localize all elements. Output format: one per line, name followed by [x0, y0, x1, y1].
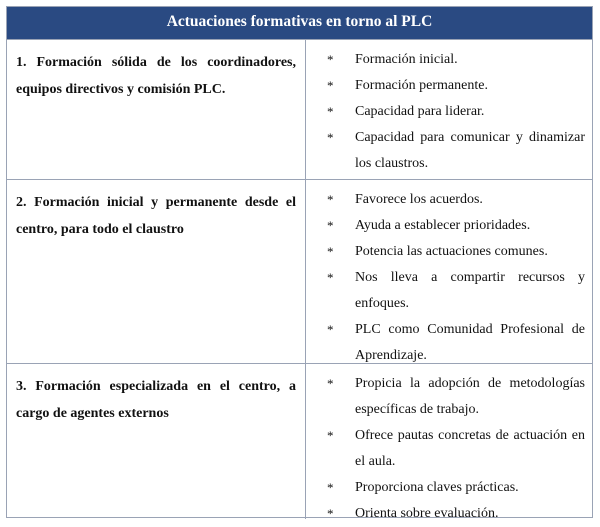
row-heading: 2. Formación inicial y permanente desde el centro, para todo el claustro: [16, 195, 296, 237]
list-item: * Formación permanente.: [327, 73, 585, 99]
row-item-list: [327, 371, 585, 527]
list-item: * Orienta sobre evaluación.: [327, 501, 585, 527]
asterisk-bullet-icon: *: [327, 218, 334, 233]
asterisk-bullet-icon: *: [327, 244, 334, 259]
actions-table: [6, 6, 593, 521]
asterisk-bullet-icon: *: [327, 506, 334, 521]
asterisk-bullet-icon: *: [327, 428, 334, 443]
column-divider: [305, 180, 306, 363]
list-item: * Proporciona claves prácticas.: [327, 475, 585, 501]
asterisk-bullet-icon: *: [327, 376, 334, 391]
list-item: * Ofrece pautas concretas de actuación en el aula.: [327, 423, 585, 475]
asterisk-bullet-icon: *: [327, 52, 334, 67]
table-title: Actuaciones formativas en torno al PLC: [7, 7, 592, 39]
asterisk-bullet-icon: *: [327, 270, 334, 285]
table-row: [7, 363, 592, 519]
list-item: * Formación inicial.: [327, 47, 585, 73]
list-item: * Propicia la adopción de metodologías específicas de trabajo.: [327, 371, 585, 423]
asterisk-bullet-icon: *: [327, 322, 334, 337]
list-item: * Capacidad para liderar.: [327, 99, 585, 125]
asterisk-bullet-icon: *: [327, 130, 334, 145]
asterisk-bullet-icon: *: [327, 192, 334, 207]
list-item: * Potencia las actuaciones comunes.: [327, 239, 585, 265]
table-row: [7, 179, 592, 363]
row-heading: 1. Formación sólida de los coordinadores, equipos directivos y comisión PLC.: [16, 55, 296, 97]
row-heading: 3. Formación especializada en el centro, a cargo de agentes externos: [16, 379, 296, 421]
row-item-list: [327, 47, 585, 177]
asterisk-bullet-icon: *: [327, 480, 334, 495]
column-divider: [305, 364, 306, 519]
asterisk-bullet-icon: *: [327, 78, 334, 93]
asterisk-bullet-icon: *: [327, 104, 334, 119]
list-item: * Favorece los acuerdos.: [327, 187, 585, 213]
table-row: [7, 39, 592, 179]
row-item-list: [327, 187, 585, 369]
list-item: * Capacidad para comunicar y dinamizar los claustros.: [327, 125, 585, 177]
list-item: * Nos lleva a compartir recursos y enfoques.: [327, 265, 585, 317]
column-divider: [305, 40, 306, 179]
list-item: * PLC como Comunidad Profesional de Aprendizaje.: [327, 317, 585, 369]
list-item: * Ayuda a establecer prioridades.: [327, 213, 585, 239]
